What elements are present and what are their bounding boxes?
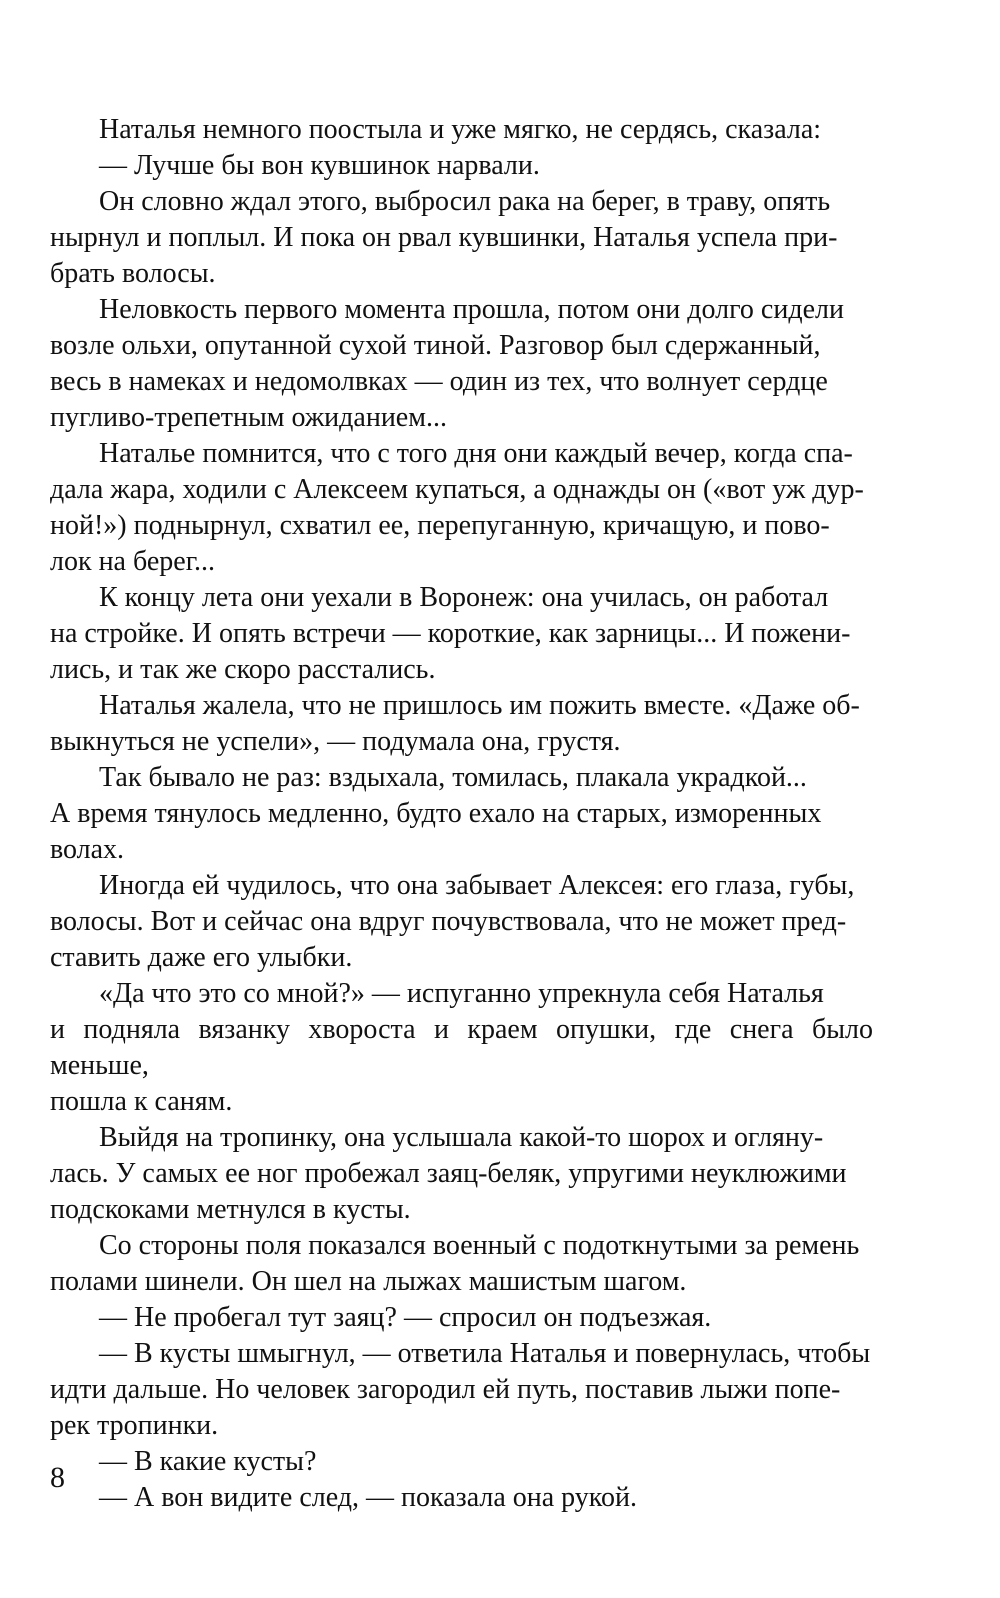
paragraph: — Лучше бы вон кувшинок нарвали. (99, 150, 540, 181)
paragraph: Наталье помнится, что с того дня они каждый вечер, когда спа- дала жара, ходили с Алексеем купаться, а однажды он («вот уж дур- ной!») поднырнул, схватил ее, перепуганную, кричащую, и пово- лок на берег... (50, 438, 864, 577)
paragraph: Наталья немного поостыла и уже мягко, не сердясь, сказала: (99, 114, 822, 145)
paragraph: Со стороны поля показался военный с подоткнутыми за ремень полами шинели. Он шел на лыжах машистым шагом. (50, 1230, 860, 1297)
paragraph: Иногда ей чудилось, что она забывает Алексея: его глаза, губы, волосы. Вот и сейчас она вдруг почувствовала, что не может пред- ставить даже его улыбки. (50, 870, 855, 973)
body-text (50, 112, 873, 1516)
paragraph: Он словно ждал этого, выбросил рака на берег, в траву, опять нырнул и поплыл. И пока он рвал кувшинки, Наталья успела при- брать волосы. (50, 186, 838, 289)
paragraph: Так бывало не раз: вздыхала, томилась, плакала украдкой... А время тянулось медленно, будто ехало на старых, изморенных волах. (50, 762, 822, 865)
paragraph: Неловкость первого момента прошла, потом они долго сидели возле ольхи, опутанной сухой тиной. Разговор был сдержанный, весь в намеках и недомолвках — один из тех, что волнует сердце пугливо-трепетным ожиданием... (50, 294, 844, 433)
paragraph: Наталья жалела, что не пришлось им пожить вместе. «Даже об- выкнуться не успели», — подумала она, грустя. (50, 690, 860, 757)
paragraph: — А вон видите след, — показала она рукой. (99, 1482, 637, 1513)
paragraph: — Не пробегал тут заяц? — спросил он подъезжая. (99, 1302, 712, 1333)
paragraph: — В кусты шмыгнул, — ответила Наталья и повернулась, чтобы идти дальше. Но человек загородил ей путь, поставив лыжи попе- рек тропинки. (50, 1338, 871, 1441)
paragraph: К концу лета они уехали в Воронеж: она училась, он работал на стройке. И опять встречи — короткие, как зарницы... И пожени- лись, и так же скоро расстались. (50, 582, 851, 685)
paragraph: «Да что это со мной?» — испуганно упрекнула себя Наталья и подняла вязанку хвороста и краем опушки, где снега было меньше, пошла к саням. (50, 978, 873, 1117)
page-number: 8 (50, 1461, 65, 1494)
paragraph: — В какие кусты? (99, 1446, 317, 1477)
paragraph: Выйдя на тропинку, она услышала какой-то шорох и огляну- лась. У самых ее ног пробежал заяц-беляк, упругими неуклюжими подскоками метнулся в кусты. (50, 1122, 847, 1225)
